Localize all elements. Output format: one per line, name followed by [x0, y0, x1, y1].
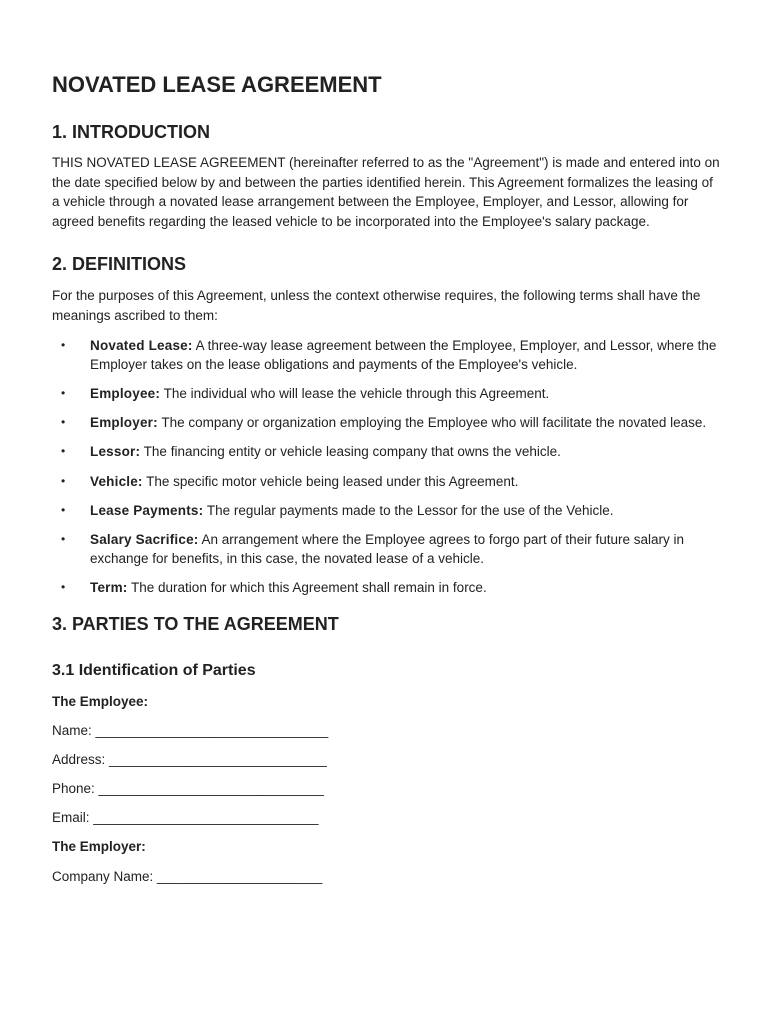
definition-term: Employee:: [90, 386, 161, 402]
introduction-heading: 1. INTRODUCTION: [52, 122, 211, 142]
employee-label: The Employee:: [52, 694, 149, 709]
definition-item: [52, 413, 722, 433]
definitions-list: [52, 336, 722, 598]
bullet-icon: •: [61, 502, 66, 517]
bullet-icon: •: [61, 473, 66, 488]
introduction-paragraph: THIS NOVATED LEASE AGREEMENT (hereinafter referred to as the "Agreement") is made and entered into on the date specified below by and between the parties identified herein. This Agreement formalizes the leasing of a vehicle through a novated lease arrangement between the Employee, Employer, and Lessor, allowing for agreed benefits regarding the leased vehicle to be incorporated into the Employee's salary package.: [52, 155, 720, 229]
definition-text: The specific motor vehicle being leased under this Agreement.: [142, 473, 519, 489]
definitions-heading: 2. DEFINITIONS: [52, 254, 187, 275]
bullet-icon: •: [61, 337, 66, 352]
definition-text: The company or organization employing the Employee who will facilitate the novated lease.: [157, 415, 707, 431]
definition-term: Lessor:: [90, 444, 141, 460]
definition-item: [52, 384, 722, 404]
definition-text: The financing entity or vehicle leasing company that owns the vehicle.: [140, 444, 561, 460]
definition-text: The individual who will lease the vehicle through this Agreement.: [160, 386, 550, 402]
bullet-icon: •: [61, 580, 66, 595]
definition-item: [52, 472, 722, 492]
definition-text: The duration for which this Agreement shall remain in force.: [127, 580, 487, 596]
employer-company-name-field[interactable]: Company Name: ______________________: [52, 868, 323, 884]
definition-item: [52, 336, 722, 375]
definition-text: An arrangement where the Employee agrees to forgo part of their future salary in exchange for benefits, in this case, the novated lease of a vehicle.: [90, 531, 684, 567]
definition-item: [52, 501, 722, 521]
definition-item: [52, 442, 722, 462]
definition-text: A three-way lease agreement between the Employee, Employer, and Lessor, where the Employer takes on the lease obligations and payments of the Employee's vehicle.: [90, 337, 717, 373]
document-title: NOVATED LEASE AGREEMENT: [52, 72, 382, 97]
definition-item: [52, 578, 722, 598]
document-page: [52, 70, 722, 886]
definitions-intro: For the purposes of this Agreement, unless the context otherwise requires, the following terms shall have the meanings ascribed to them:: [52, 288, 701, 323]
bullet-icon: •: [61, 531, 66, 546]
employer-label: The Employer:: [52, 839, 146, 855]
definition-term: Salary Sacrifice:: [90, 531, 199, 547]
parties-heading: 3. PARTIES TO THE AGREEMENT: [52, 614, 339, 634]
definition-term: Novated Lease:: [90, 337, 193, 353]
definition-item: [52, 530, 722, 569]
employee-email-field[interactable]: Email: ______________________________: [52, 810, 319, 826]
definition-text: The regular payments made to the Lessor for the use of the Vehicle.: [203, 502, 614, 518]
bullet-icon: •: [61, 415, 66, 430]
definition-term: Lease Payments:: [90, 502, 204, 518]
employee-name-field[interactable]: Name: _______________________________: [52, 723, 329, 739]
employee-phone-field[interactable]: Phone: ______________________________: [52, 781, 324, 797]
bullet-icon: •: [61, 386, 66, 401]
bullet-icon: •: [61, 444, 66, 459]
definition-term: Term:: [90, 580, 128, 596]
definition-term: Employer:: [90, 415, 158, 431]
identification-heading: 3.1 Identification of Parties: [52, 662, 256, 679]
definition-term: Vehicle:: [90, 473, 143, 489]
employee-address-field[interactable]: Address: _____________________________: [52, 752, 327, 768]
